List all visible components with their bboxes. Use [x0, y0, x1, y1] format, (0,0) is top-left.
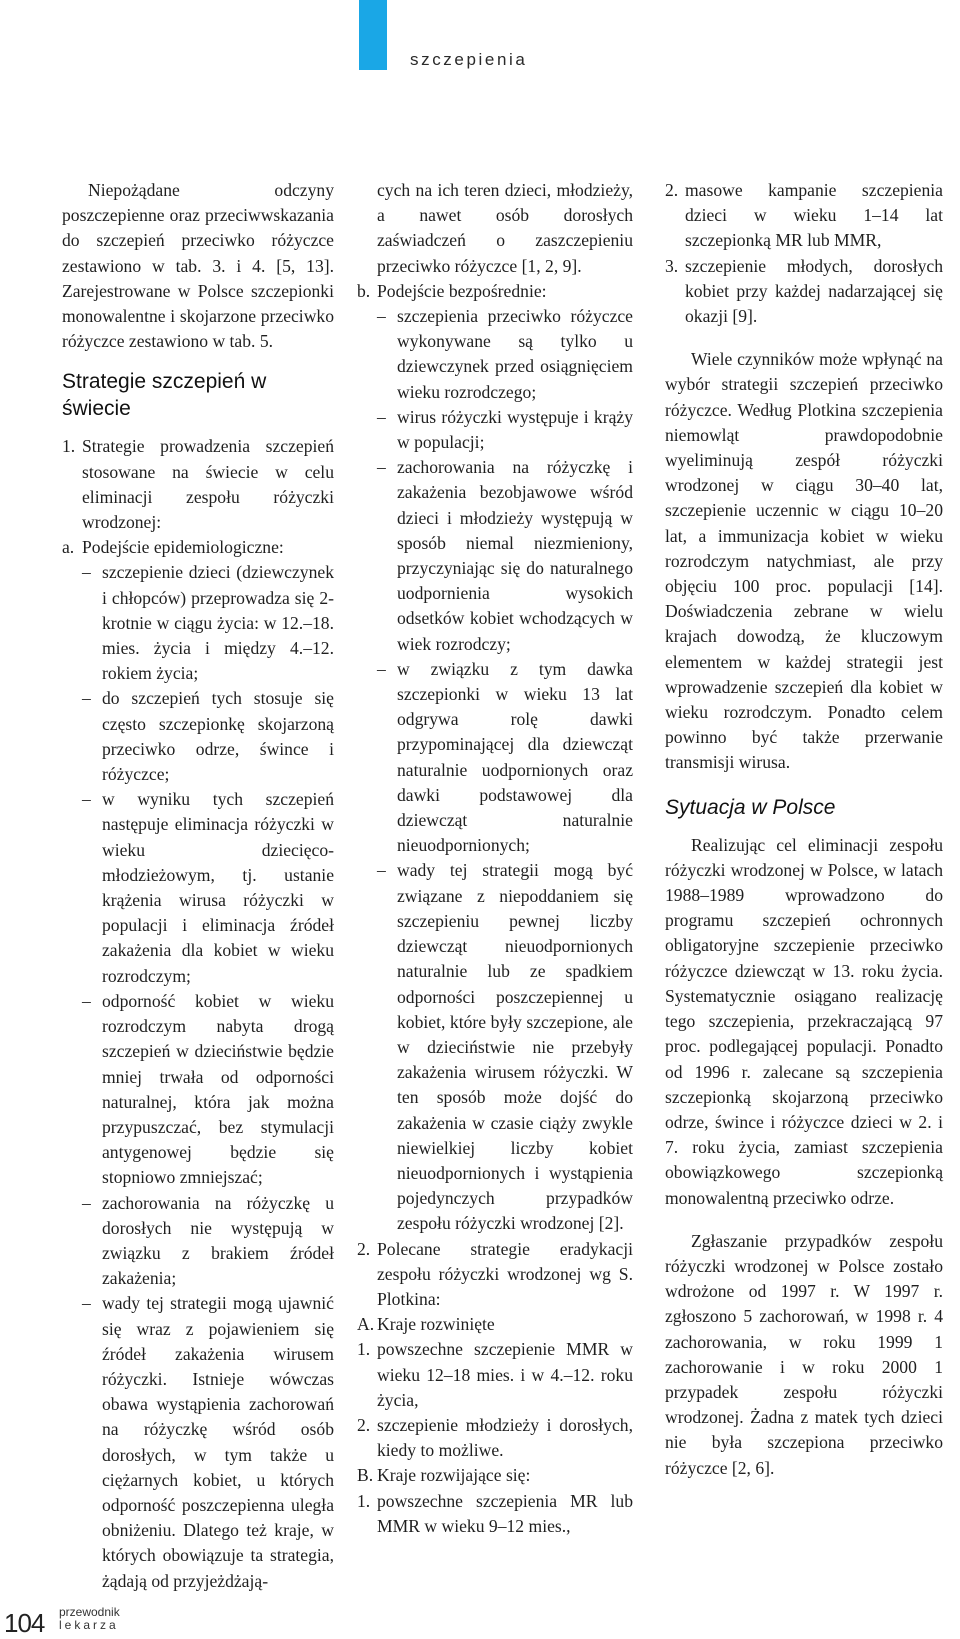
- list-label: 2.: [357, 1414, 371, 1435]
- dash-item: – wady tej strategii mogą być związane z niepoddaniem się szczepieniu pewnej liczby dziewcząt nieuodpornionych naturalnie lub ze spadkiem odporności poszczepiennej u kobiet, które były szczepione, ale w dzieciństwie nie przebyły zakażenia wirusem różyczki. W ten sposób może dojść do zakażenia w czasie ciąży zwykle niewielkiej liczby kobiet nieuodpornionych i wystąpienia pojedynczych przypadków zespołu różyczki wrodzonej [2].: [377, 858, 633, 1236]
- dash-list: [357, 304, 633, 1237]
- list-item-B2: [665, 178, 943, 254]
- publication-logo: [59, 1606, 120, 1632]
- list-item-B1: [357, 1489, 633, 1539]
- list-label: b.: [357, 280, 371, 301]
- spacer: [665, 1211, 943, 1229]
- intro-paragraph: Niepożądane odczyny poszczepienne oraz przeciwwskazania do szczepień przeciwko różyczce zestawiono w tab. 3. i 4. [5, 13]. Zarejestrowane w Polsce szczepionki monowalentne i skojarzone przeciwko różyczce zestawiono w tab. 5.: [62, 180, 334, 352]
- continuation-text: cych na ich teren dzieci, młodzieży, a nawet osób dorosłych zaświadczeń o zaszczepieniu przeciwko różyczce [1, 2, 9].: [377, 180, 633, 276]
- dash-item: – wirus różyczki występuje i krąży w populacji;: [377, 405, 633, 455]
- list-item-A1: [357, 1337, 633, 1413]
- list-text: Podejście bezpośrednie:: [377, 280, 547, 301]
- dash-item: – wady tej strategii mogą ujawnić się wraz z pojawieniem się źródeł zakażenia wirusem różyczki. Istnieje wówczas obawa wystąpienia zachorowań na różyczkę wśród osób dorosłych, w tym także u ciężarnych kobiet, u których odporność poszczepienna uległa obniżeniu. Dlatego też kraje, w których obowiązuje ta strategia, żądają od przyjeżdżają-: [82, 1291, 334, 1593]
- list-label: 1.: [357, 1339, 371, 1360]
- list-text: powszechne szczepienia MR lub MMR w wieku 9–12 mies.,: [377, 1490, 633, 1536]
- list-item-A2: [357, 1413, 633, 1463]
- column-1: [62, 178, 334, 1594]
- column-3: [665, 178, 943, 1481]
- list-item-a: [62, 535, 334, 560]
- list-label: B.: [357, 1465, 374, 1486]
- column-2: [357, 178, 633, 1539]
- list-text: powszechne szczepienie MMR w wieku 12–18 mies. i w 4.–12. roku życia,: [377, 1339, 633, 1410]
- dash-item: – zachorowania na różyczkę i zakażenia bezobjawowe wśród dzieci i młodzieży występują w sposób niemal niezmieniony, przyczyniając się do naturalnego uodpornienia wysokich odsetków kobiet wchodzących w wiek rozrodczy;: [377, 455, 633, 657]
- list-label: 1.: [62, 436, 76, 457]
- list-item-B3: [665, 254, 943, 330]
- list-item-A: [357, 1312, 633, 1337]
- list-item-1: [62, 434, 334, 535]
- spacer: [665, 329, 943, 347]
- list-text: Podejście epidemiologiczne:: [82, 537, 284, 558]
- dash-item: – do szczepień tych stosuje się często szczepionkę skojarzoną przeciwko odrze, śwince i różyczce;: [82, 686, 334, 787]
- list-label: 1.: [357, 1490, 371, 1511]
- list-text: Kraje rozwinięte: [377, 1314, 495, 1335]
- section-accent-bar: [359, 0, 387, 70]
- continuation-block: [357, 178, 633, 279]
- heading-poland: Sytuacja w Polsce: [665, 795, 836, 819]
- dash-item: – szczepienia przeciwko różyczce wykonywane są tylko u dziewczynek przed osiągnięciem wieku rozrodczego;: [377, 304, 633, 405]
- dash-list: [62, 560, 334, 1593]
- dash-item: – szczepienie dzieci (dziewczynek i chłopców) przeprowadza się 2-krotnie w ciągu życia: w 12.–18. mies. życia i między 4.–12. rokiem życia;: [82, 560, 334, 686]
- paragraph-poland: Realizując cel eliminacji zespołu różyczki wrodzonej w Polsce, w latach 1988–1989 wprowadzono do programu szczepień ochronnych obligatoryjne szczepienie przeciwko różyczce dziewcząt w 13. roku życia. Systematycznie osiągano realizację tego szczepienia, przekraczającą 97 proc. podlegającej populacji. Ponadto od 1996 r. zalecane są szczepienia szczepionką skojarzoną przeciwko odrze, śwince i różyczce dzieci w 2. i 7. roku życia, zamiast szczepienia obowiązkowego szczepionką monowalentną przeciwko odrze.: [665, 834, 943, 1208]
- list-text: szczepienie młodych, dorosłych kobiet przy każdej nadarzającej się okazji [9].: [685, 255, 943, 327]
- list-text: Polecane strategie eradykacji zespołu różyczki wrodzonej wg S. Plotkina:: [377, 1238, 633, 1309]
- list-text: masowe kampanie szczepienia dzieci w wieku 1–14 lat szczepionką MR lub MMR,: [685, 180, 943, 251]
- list-label: A.: [357, 1314, 375, 1335]
- dash-item: – zachorowania na różyczkę u dorosłych nie występują w związku z brakiem źródeł zakażenia;: [82, 1191, 334, 1292]
- dash-item: – odporność kobiet w wieku rozrodczym nabyta drogą szczepień w dzieciństwie będzie mniej trwała od odporności naturalnej, która jak można przypuszczać, bez stymulacji antygenowej będzie się stopniowo zmniejszać;: [82, 989, 334, 1191]
- list-text: Strategie prowadzenia szczepień stosowane na świecie w celu eliminacji zespołu różyczki wrodzonej:: [82, 436, 334, 533]
- list-label: 2.: [357, 1238, 371, 1259]
- dash-item: – w wyniku tych szczepień następuje eliminacja różyczki w wieku dziecięco-młodzieżowym, tj. ustanie krążenia wirusa różyczki w populacji i eliminacja źródeł zakażenia dla kobiet w wieku rozrodczym;: [82, 787, 334, 989]
- list-item-b: [357, 279, 633, 304]
- brand-line-2: lekarza: [59, 1618, 119, 1632]
- list-item-2: [357, 1237, 633, 1313]
- section-label: szczepienia: [410, 50, 528, 69]
- list-text: Kraje rozwijające się:: [377, 1465, 531, 1486]
- brand-line-1: przewodnik: [59, 1605, 120, 1619]
- dash-item: – w związku z tym dawka szczepionki w wieku 13 lat odgrywa rolę dawki przypominającej dla dziewcząt naturalnie uodpornionych oraz dawki podstawowej dla dziewcząt naturalnie nieuodpornionych;: [377, 657, 633, 859]
- paragraph-factors: Wiele czynników może wpłynąć na wybór strategii szczepień przeciwko różyczce. Według Plotkina szczepienia niemowląt prawdopodobnie wyeliminują zespół różyczki wrodzonej w ciągu 30–40 lat, szczepienie uczennic w ciągu 10–20 lat, a immunizacja kobiet w wieku rozrodczym natychmiast, ale przy objęciu 100 proc. populacji [14]. Doświadczenia zebrane w wielu krajach dowodzą, że kluczowym elementem w każdej strategii jest wprowadzenie szczepień dla kobiet w wieku rozrodczym. Ponadto celem powinno być także przerwanie transmisji wirusa.: [665, 349, 943, 773]
- list-label: 3.: [665, 255, 679, 276]
- list-item-B: [357, 1463, 633, 1488]
- list-label: 2.: [665, 180, 679, 200]
- list-text: szczepienie młodzieży i dorosłych, kiedy to możliwe.: [377, 1414, 633, 1461]
- heading-strategies: Strategie szczepień w świecie: [62, 370, 267, 421]
- list-label: a.: [62, 537, 75, 558]
- paragraph-reporting: Zgłaszanie przypadków zespołu różyczki wrodzonej w Polsce zostało wdrożone od 1997 r. W 1997 r. zgłoszono 5 zachorowań, w 1998 r. 4 zachorowania, w roku 1999 1 zachorowanie i w roku 2000 1 przypadek zespołu różyczki wrodzonej. Żadna z matek tych dzieci nie była szczepiona przeciwko różyczce [2, 6].: [665, 1230, 943, 1478]
- page-number: 104: [4, 1608, 45, 1638]
